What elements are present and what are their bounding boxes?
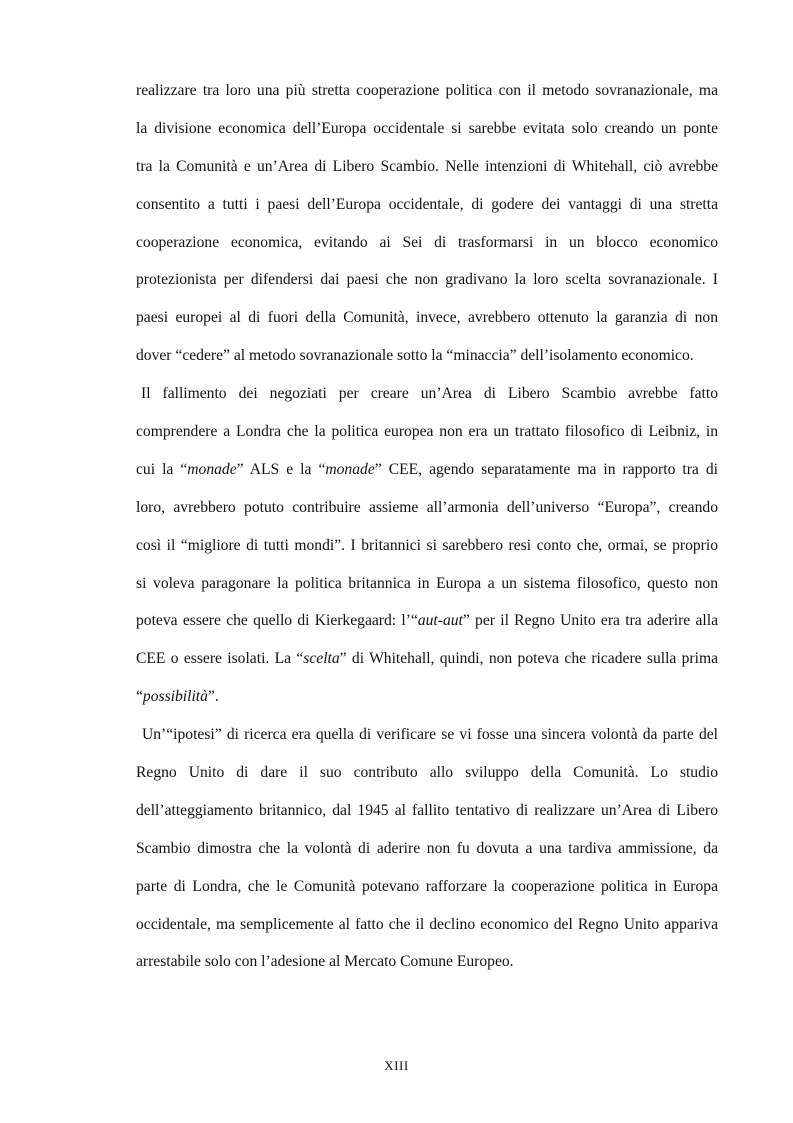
text-line: dover “cedere” al metodo sovranazionale sotto la “minaccia” dell’isolamento economico. <box>136 347 694 365</box>
text-line: paesi europei al di fuori della Comunità, invece, avrebbero ottenuto la garanzia di non <box>136 309 718 327</box>
page-body <box>136 72 718 981</box>
text-line: comprendere a Londra che la politica europea non era un trattato filosofico di Leibniz, in <box>136 423 718 441</box>
text-line: tra la Comunità e un’Area di Libero Scambio. Nelle intenzioni di Whitehall, ciò avrebbe <box>136 157 718 175</box>
text-run: ” di Whitehall, quindi, non poteva che ricadere sulla prima <box>339 650 718 668</box>
text-line: loro, avrebbero potuto contribuire assieme all’armonia dell’universo “Europa”, creando <box>136 498 718 516</box>
italic-term: monade <box>187 460 237 478</box>
text-line <box>136 375 718 413</box>
text-line: così il “migliore di tutti mondi”. I britannici si sarebbero resi conto che, ormai, se proprio <box>136 536 718 554</box>
paragraph-1 <box>136 72 718 375</box>
text-line <box>136 678 718 716</box>
italic-term: aut-aut <box>417 612 463 630</box>
text-line: la divisione economica dell’Europa occidentale si sarebbe evitata solo creando un ponte <box>136 119 718 137</box>
text-line: Regno Unito di dare il suo contributo allo sviluppo della Comunità. Lo studio <box>136 764 718 782</box>
text-line: occidentale, ma semplicemente al fatto che il declino economico del Regno Unito appariva <box>136 915 718 933</box>
text-run: ” ALS e la “ <box>236 460 326 478</box>
text-line <box>136 602 718 640</box>
text-run: Un’“ipotesi” di ricerca era quella di verificare se vi fosse una sincera volontà da parte del <box>142 726 718 744</box>
text-run: cui la “ <box>136 460 188 478</box>
text-run: CEE o essere isolati. La “ <box>136 650 304 668</box>
text-line: realizzare tra loro una più stretta cooperazione politica con il metodo sovranazionale, ma <box>136 82 718 99</box>
text-line <box>136 640 718 678</box>
text-line <box>136 716 718 754</box>
text-run: “ <box>136 688 143 706</box>
text-run: ”. <box>207 688 219 706</box>
text-run: ” CEE, agendo separatamente ma in rapporto tra di <box>374 460 718 478</box>
italic-term: monade <box>325 460 375 478</box>
paragraph-3 <box>136 716 718 981</box>
paragraph-2 <box>136 375 718 716</box>
text-run: poteva essere che quello di Kierkegaard: l’“ <box>136 612 418 630</box>
text-line: consentito a tutti i paesi dell’Europa occidentale, di godere dei vantaggi di una stretta <box>136 195 718 213</box>
italic-term: scelta <box>303 650 340 668</box>
page-number: XIII <box>384 1058 409 1073</box>
text-run: Il fallimento dei negoziati per creare un’Area di Libero Scambio avrebbe fatto <box>141 385 718 403</box>
text-line: parte di Londra, che le Comunità potevano rafforzare la cooperazione politica in Europa <box>136 877 718 895</box>
text-line: protezionista per difendersi dai paesi che non gradivano la loro scelta sovranazionale. I <box>136 271 718 289</box>
text-line <box>136 451 718 489</box>
text-line: Scambio dimostra che la volontà di aderire non fu dovuta a una tardiva ammissione, da <box>136 839 718 857</box>
text-line: si voleva paragonare la politica britannica in Europa a un sistema filosofico, questo non <box>136 574 718 592</box>
text-run: ” per il Regno Unito era tra aderire alla <box>462 612 718 630</box>
text-line: arrestabile solo con l’adesione al Mercato Comune Europeo. <box>136 953 514 971</box>
text-line: cooperazione economica, evitando ai Sei di trasformarsi in un blocco economico <box>136 233 718 251</box>
italic-term: possibilità <box>142 688 208 706</box>
text-line: dell’atteggiamento britannico, dal 1945 al fallito tentativo di realizzare un’Area di Libero <box>136 801 718 819</box>
